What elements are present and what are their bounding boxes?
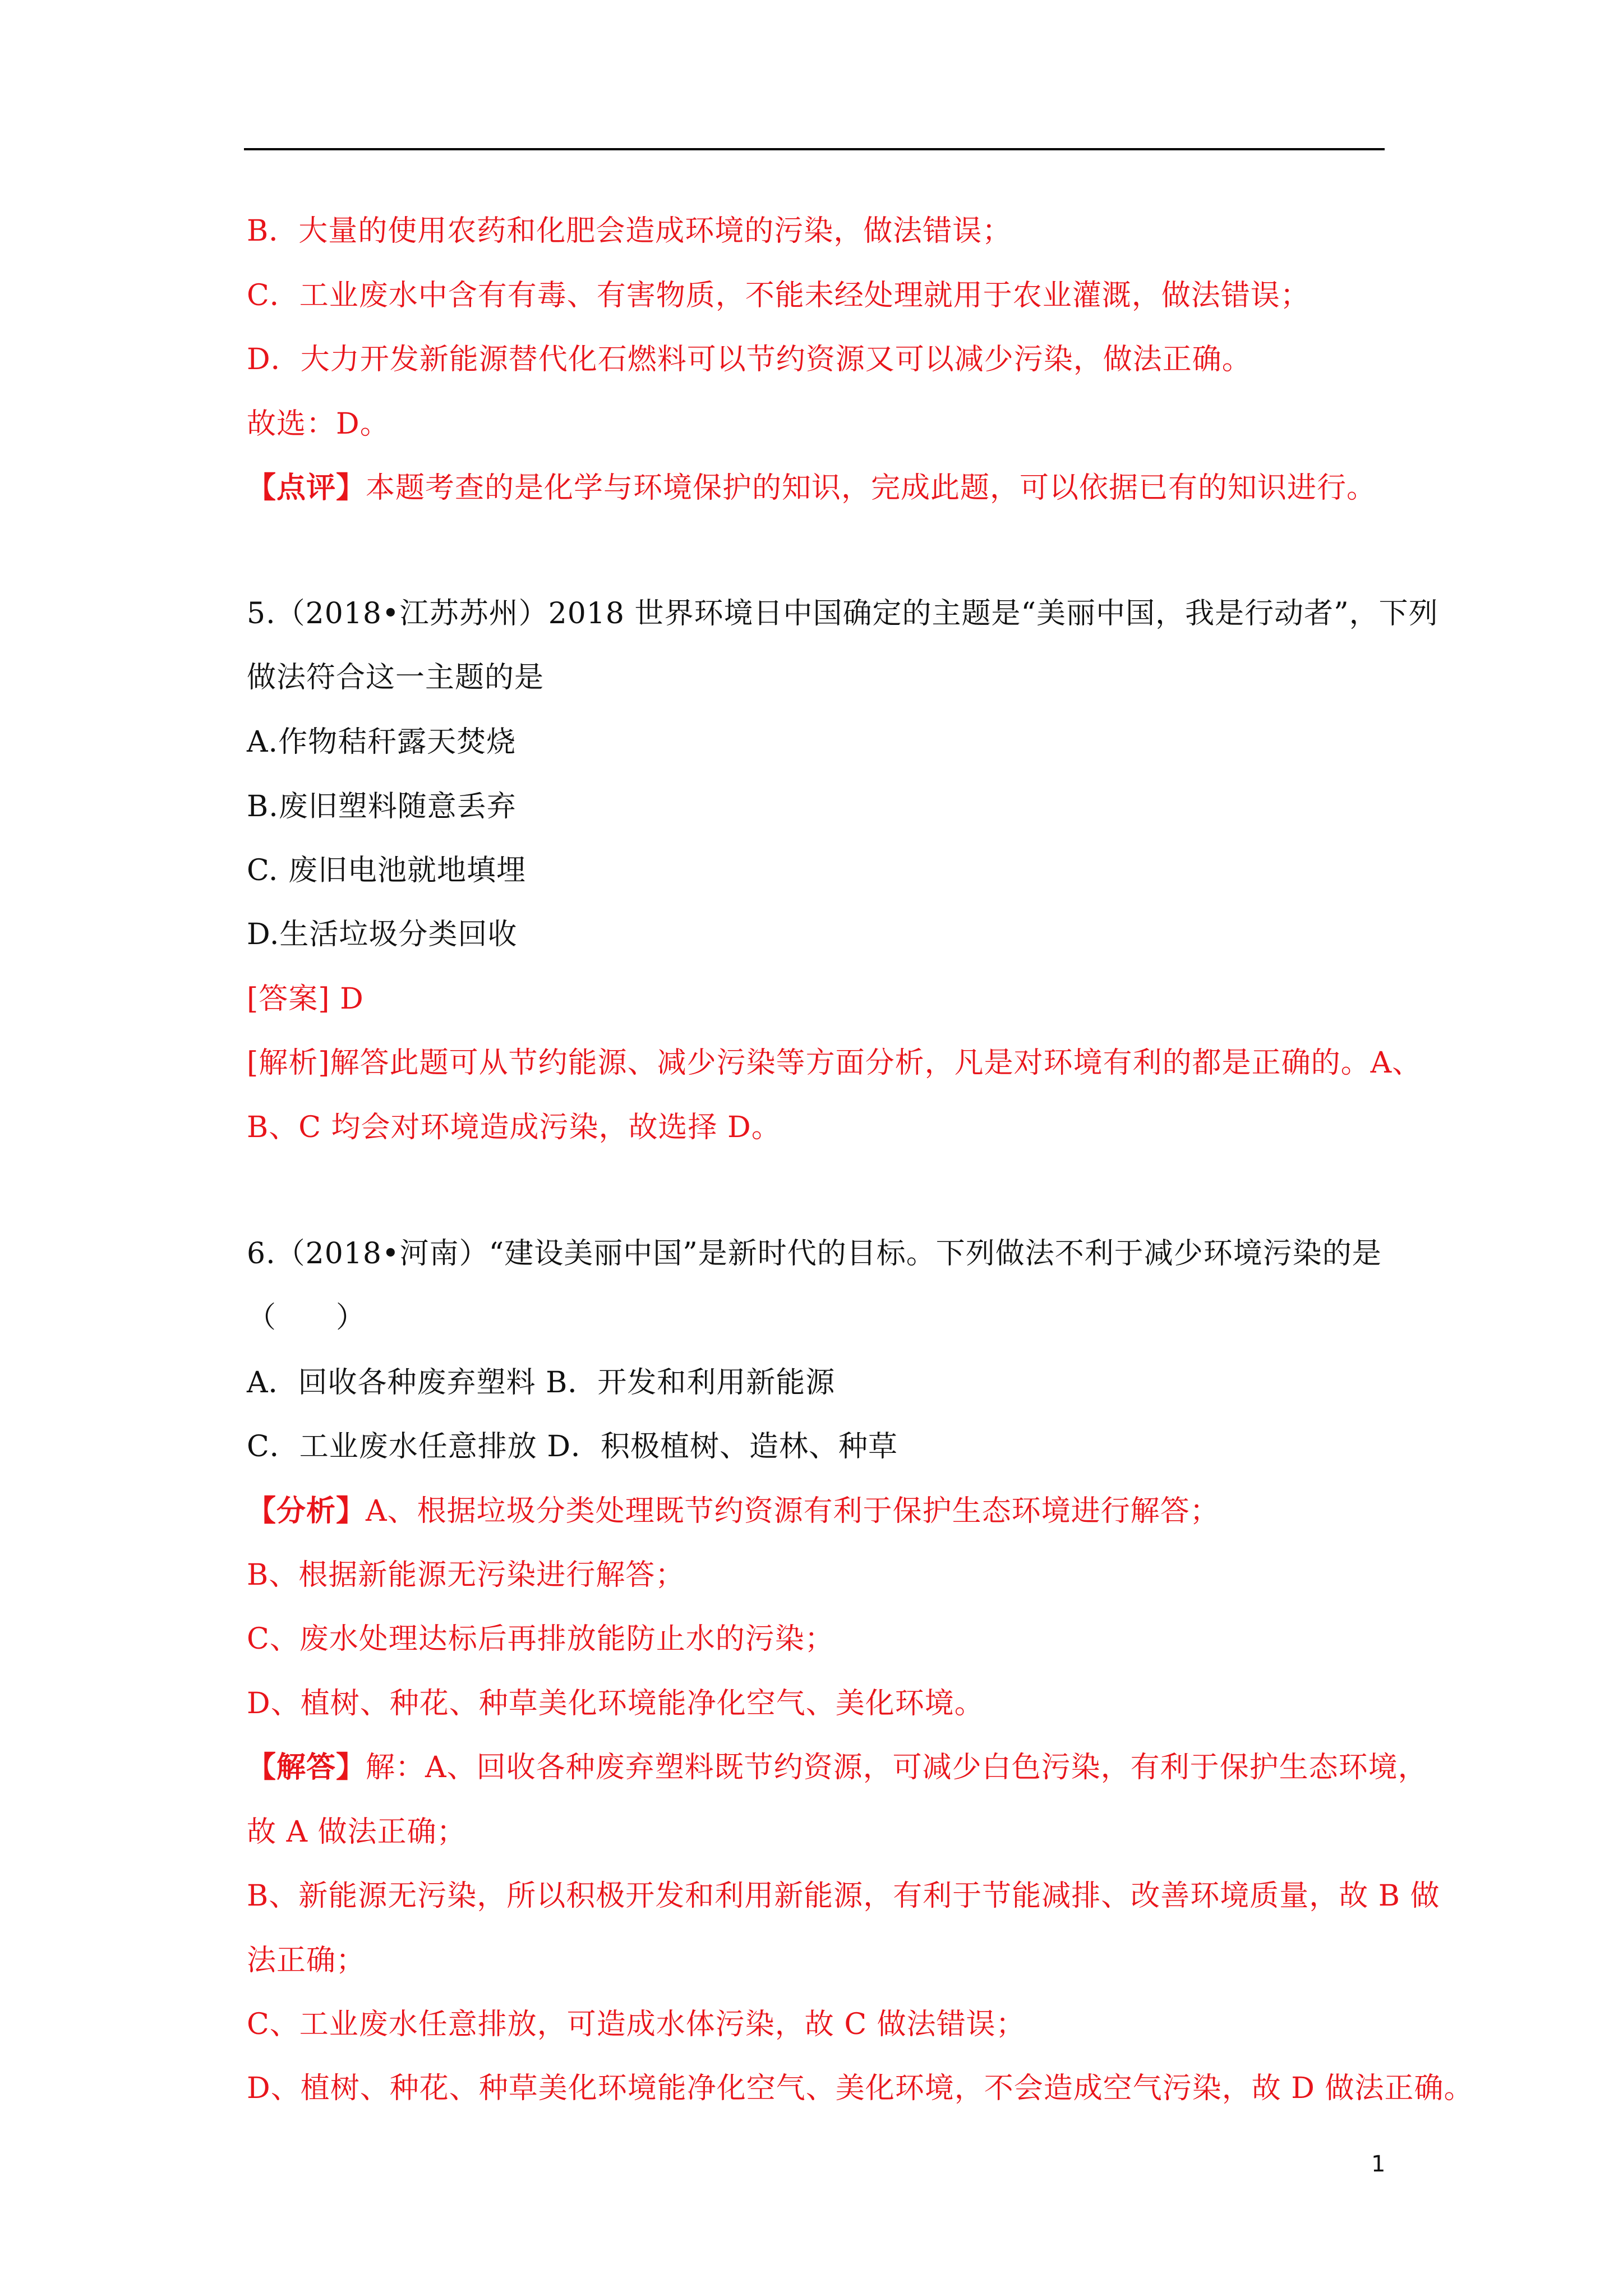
- q4-option-b: B．大量的使用农药和化肥会造成环境的污染，做法错误；: [247, 214, 1012, 248]
- q5-stem-line1: 5.（2018•江苏苏州）2018 世界环境日中国确定的主题是“美丽中国，我是行动者”，下列: [247, 597, 1438, 631]
- q6-solution-c: C、工业废水任意排放，可造成水体污染，故 C 做法错误；: [247, 2008, 1026, 2041]
- q6-analysis-c: C、废水处理达标后再排放能防止水的污染；: [247, 1622, 834, 1656]
- q6-stem-line1: 6.（2018•河南）“建设美丽中国”是新时代的目标。下列做法不利于减少环境污染的是: [247, 1237, 1382, 1271]
- comment-text: 本题考查的是化学与环境保护的知识，完成此题，可以依据已有的知识进行。: [366, 471, 1377, 505]
- q5-analysis-line1: [解析]解答此题可从节约能源、减少污染等方面分析，凡是对环境有利的都是正确的。A、: [247, 1046, 1422, 1080]
- q6-options-line2: C．工业废水任意排放 D．积极植树、造林、种草: [247, 1430, 898, 1464]
- header-rule: [244, 148, 1385, 150]
- q5-answer: [答案] D: [247, 982, 364, 1016]
- solution-text: 解：A、回收各种废弃塑料既节约资源，可减少白色污染，有利于保护生态环境，: [366, 1751, 1428, 1784]
- q6-solution-b1: B、新能源无污染，所以积极开发和利用新能源，有利于节能减排、改善环境质量，故 B 做: [247, 1879, 1440, 1913]
- q5-stem-line2: 做法符合这一主题的是: [247, 661, 545, 694]
- q4-option-c: C．工业废水中含有有毒、有害物质，不能未经处理就用于农业灌溉，做法错误；: [247, 279, 1310, 312]
- q5-option-b: B.废旧塑料随意丢弃: [247, 790, 517, 823]
- q5-option-d: D.生活垃圾分类回收: [247, 918, 518, 951]
- analysis-tag: 【分析】: [247, 1494, 366, 1528]
- q6-solution-b2: 法正确；: [247, 1944, 366, 1977]
- q4-choice: 故选：D。: [247, 407, 390, 441]
- q5-option-c: C. 废旧电池就地填埋: [247, 854, 526, 887]
- q6-stem-line2: （ ）: [247, 1301, 366, 1335]
- q4-option-d: D．大力开发新能源替代化石燃料可以节约资源又可以减少污染，做法正确。: [247, 343, 1252, 376]
- q6-solution-d: D、植树、种花、种草美化环境能净化空气、美化环境，不会造成空气污染，故 D 做法正确。: [247, 2072, 1474, 2105]
- analysis-text: A、根据垃圾分类处理既节约资源有利于保护生态环境进行解答；: [366, 1494, 1220, 1528]
- page-number: 1: [1371, 2151, 1386, 2177]
- q6-analysis: [247, 1492, 1391, 1531]
- solution-tag: 【解答】: [247, 1750, 366, 1784]
- q4-comment: [247, 468, 1391, 508]
- comment-tag: 【点评】: [247, 471, 366, 505]
- q6-solution-a2: 故 A 做法正确；: [247, 1815, 467, 1849]
- q6-analysis-d: D、植树、种花、种草美化环境能净化空气、美化环境。: [247, 1687, 984, 1720]
- q5-analysis-line2: B、C 均会对环境造成污染，故选择 D。: [247, 1111, 781, 1144]
- q6-solution: [247, 1748, 1428, 1787]
- q6-analysis-b: B、根据新能源无污染进行解答；: [247, 1558, 685, 1592]
- q6-options-line1: A．回收各种废弃塑料 B．开发和利用新能源: [247, 1366, 836, 1400]
- q5-option-a: A.作物秸秆露天焚烧: [247, 725, 517, 759]
